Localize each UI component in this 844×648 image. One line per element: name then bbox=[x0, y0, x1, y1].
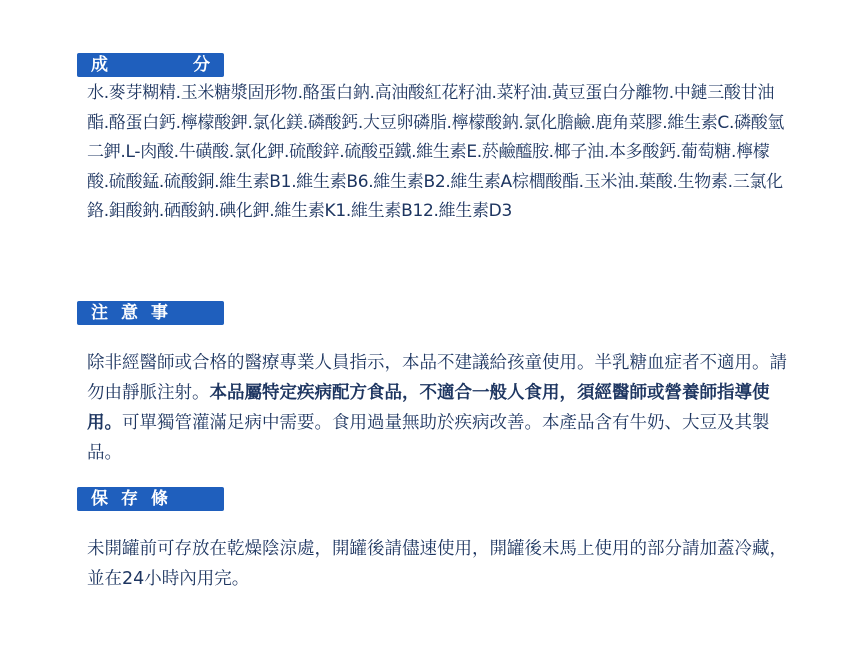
notice-section bbox=[77, 301, 789, 468]
storage-text: 未開罐前可存放在乾燥陰涼處，開罐後請儘速使用，開罐後未馬上使用的部分請加蓋冷藏，並在24小時內用完。 bbox=[87, 539, 787, 589]
notice-heading: 注意事項 bbox=[77, 301, 224, 325]
storage-section bbox=[77, 487, 789, 594]
notice-text-part2: 可單獨管灌滿足病中需要。食用過量無助於疾病改善。本產品含有牛奶、大豆及其製品。 bbox=[87, 413, 770, 463]
ingredients-heading bbox=[77, 53, 224, 77]
notice-text-part1: 除非經醫師或合格的醫療專業人員指示，本品不建議給孩童使用。半乳糖血症者不適用。請勿由靜脈注射。 bbox=[87, 353, 787, 403]
ingredients-heading-left: 成 bbox=[91, 55, 108, 75]
ingredients-section bbox=[77, 53, 789, 227]
storage-heading: 保存條件 bbox=[77, 487, 224, 511]
ingredients-text: 水.麥芽糊精.玉米糖漿固形物.酪蛋白鈉.高油酸紅花籽油.菜籽油.黃豆蛋白分離物.中鏈三酸甘油酯.酪蛋白鈣.檸檬酸鉀.氯化鎂.磷酸鈣.大豆卵磷脂.檸檬酸鈉.氯化膽鹼.鹿角菜膠.維生素C.磷酸氫二鉀.L-肉酸.牛磺酸.氯化鉀.硫酸鋅.硫酸亞鐵.維生素E.菸鹼醯胺.椰子油.本多酸鈣.葡萄糖.檸檬酸.硫酸錳.硫酸銅.維生素B1.維生素B6.維生素B2.維生素A棕櫚酸酯.玉米油.葉酸.生物素.三氯化鉻.鉬酸鈉.硒酸鈉.碘化鉀.維生素K1.維生素B12.維生素D3 bbox=[87, 83, 785, 221]
ingredients-heading-right: 分 bbox=[193, 55, 210, 75]
notice-text-bold: 本品屬特定疾病配方食品，不適合一般人食用，須經醫師或營養師指導使用。 bbox=[87, 383, 770, 433]
notice-text bbox=[77, 348, 789, 468]
